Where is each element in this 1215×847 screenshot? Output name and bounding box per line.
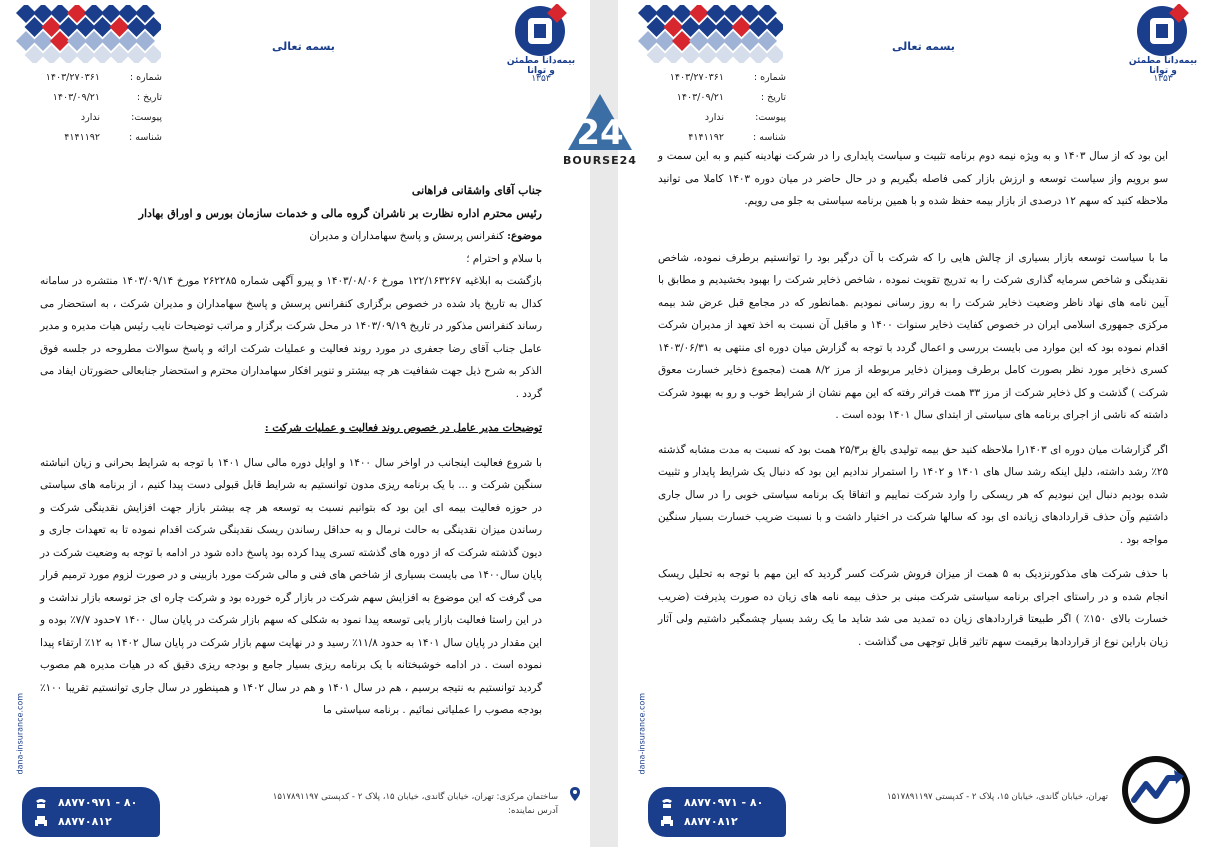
meta-row-date (12, 88, 162, 108)
dana-logo-icon (508, 4, 572, 58)
meta-label: شماره : (753, 72, 786, 83)
section-title: توضیحات مدیر عامل در خصوص روند فعالیت و عملیات شرکت : (264, 422, 542, 434)
location-pin-icon (570, 787, 580, 801)
letter-page-left (0, 0, 590, 847)
phone-box (22, 787, 160, 837)
logo-name: بیمه‌دانا مطمئن و توانا (506, 56, 576, 76)
meta-label: تاریخ : (760, 92, 786, 103)
letter-body-left (40, 180, 542, 722)
phone-number: ۸۸۷۷۰۹۷۱ - ۸۰ (58, 796, 138, 809)
corner-chart-logo-icon (1120, 754, 1192, 826)
footer-address (228, 790, 558, 818)
footer-address (848, 790, 1108, 804)
fax-number: ۸۸۷۷۰۸۱۲ (684, 815, 738, 828)
logo-year: ۱۳۵۳ (1153, 74, 1173, 84)
fax-icon (34, 816, 48, 828)
side-website-text: dana-insurance.com (637, 692, 647, 775)
side-website-text: dana-insurance.com (15, 692, 25, 775)
meta-value: ۱۴۰۳/۲۷۰۳۶۱ (669, 72, 724, 83)
fax-line (660, 812, 774, 831)
meta-label: شماره : (129, 72, 162, 83)
meta-value: ۱۴۰۳/۲۷۰۳۶۱ (45, 72, 100, 83)
meta-row-number (636, 68, 786, 88)
fax-line (34, 812, 148, 831)
company-logo (504, 4, 582, 94)
meta-value: ۴۱۴۱۱۹۲ (64, 132, 100, 143)
meta-label: شناسه : (753, 132, 786, 143)
paragraph-1: این بود که از سال ۱۴۰۳ و به ویژه نیمه دوم برنامه تثبیت و سیاست پایداری را در شرکت نهادینه کنیم و به این سمت و سو برویم واز سیاست توسعه و ارزش بازار کمی فاصله بگیریم و در حال حاضر در میان دوره ۱۴۰۳ کاملا می توانید ملاحظه کنید که سهم ۱۲ درصدی از بازار بیمه حفظ شده و با همین برنامه سیاستی به جلو می رویم. (658, 150, 1168, 207)
letter-page-right (618, 0, 1215, 847)
meta-label: پیوست: (755, 112, 786, 123)
basmala: بسمه تعالی (892, 40, 955, 53)
phone-line (660, 793, 774, 812)
phone-number: ۸۸۷۷۰۹۷۱ - ۸۰ (684, 796, 764, 809)
address-main: تهران، خیابان گاندی، خیابان ۱۵، پلاک ۲ - کدپستی ۱۵۱۷۸۹۱۱۹۷ (886, 792, 1108, 802)
meta-row-date (636, 88, 786, 108)
logo-year: ۱۳۵۳ (531, 74, 551, 84)
subject-label: موضوع: (507, 230, 542, 242)
bourse24-logo-icon (560, 92, 640, 152)
subject-line (40, 225, 542, 248)
greeting: با سلام و احترام ؛ (466, 252, 542, 265)
meta-row-attachment (636, 108, 786, 128)
company-logo (1126, 4, 1204, 94)
recipient-title: رئیس محترم اداره نظارت بر ناشران گروه مالی و خدمات سازمان بورس و اوراق بهادار (138, 206, 542, 220)
dana-logo-icon (1130, 4, 1194, 58)
recipient-name: جناب آقای واشقانی فراهانی (411, 184, 542, 197)
meta-value: ۱۴۰۳/۰۹/۲۱ (52, 92, 100, 103)
meta-value: ندارد (704, 112, 724, 123)
paragraph-3: اگر گزارشات میان دوره ای ۱۴۰۳را ملاحظه کنید حق بیمه تولیدی بالغ بر۲۵/۳ همت بود که نسبت به مدت مشابه گذشته ۲۵٪ رشد داشته، دلیل اینکه رشد سال های ۱۴۰۱ و ۱۴۰۲ را استمرار ندادیم این بود که دنبال یک شرایط پایدار و تثبیت شده بودیم دنبال این نبودیم که هر ریسکی را وارد شرکت نماییم و اتفاقا یک برنامه سیاستی خوبی را در سال جاری داشتیم وآن حذف قراردادهای زیانده ای بود که سالها شرکت در اختیار داشت و با نسبت ضریب خسارت بسیار سنگین مواجه بود . (658, 443, 1168, 546)
meta-label: شناسه : (129, 132, 162, 143)
phone-box (648, 787, 786, 837)
address-agent: آدرس نماینده: (508, 806, 558, 816)
bourse24-watermark (560, 92, 640, 172)
letter-meta (636, 68, 786, 148)
meta-value: ۴۱۴۱۱۹۲ (688, 132, 724, 143)
meta-row-attachment (12, 108, 162, 128)
logo-name: بیمه‌دانا مطمئن و توانا (1128, 56, 1198, 76)
side-website (632, 692, 647, 775)
phone-line (34, 793, 148, 812)
phone-icon (660, 797, 674, 809)
address-main: ساختمان مرکزی: تهران، خیابان گاندی، خیابان ۱۵، پلاک ۲ - کدپستی ۱۵۱۷۸۹۱۱۹۷ (272, 792, 558, 802)
intro-paragraph: بازگشت به ابلاغیه ۱۲۲/۱۶۳۲۶۷ مورخ ۱۴۰۳/۰۸/۰۶ و پیرو آگهی شماره ۲۶۲۲۸۵ مورخ ۱۴۰۳/۰۹/۱۴ منتشره در سامانه کدال به تاریخ یاد شده در خصوص برگزاری کنفرانس پرسش و پاسخ سهامداران و مدیران شرکت ، به استحضار می رساند کنفرانس مذکور در تاریخ ۱۴۰۳/۰۹/۱۹ در محل شرکت برگزار و مراتب توضیحات نایب رئیس هیات مدیره و مدیر عامل جناب آقای رضا جعفری در مورد روند فعالیت و عملیات شرکت ارائه و پاسخ سوالات مطروحه در جلسه فوق الذکر به شرح ذیل جهت شفافیت هر چه بیشتر و تنویر افکار سهامداران محترم و استحضار جنابعالی حضورتان ایفاد می گردد . (40, 275, 542, 400)
side-website (10, 692, 25, 775)
paragraph-2: ما با سیاست توسعه بازار بسیاری از چالش هایی را که شرکت با آن درگیر بود را توانستیم برطرف نموده، شاخص نقدینگی و شاخص سرمایه گذاری شرکت را به تدریج تقویت نموده ، شاخص ذخایر شرکت را بهبود بخشیدیم و مطابق با آیین نامه های نهاد ناظر وضعیت ذخایر شرکت را به روز رسانی نمودیم .همانطور که در مجامع قبل عرض شد بیمه مرکزی جمهوری اسلامی ایران در خصوص کفایت ذخایر سنوات ۱۴۰۰ و ماقبل آن نسبت به اخذ تعهد از مدیران شرکت اقدام نموده بود که این موارد می بایست بررسی و اعمال گردد با توجه به گزارش میان دوره ای منتهی به ۱۴۰۳/۰۶/۳۱ کسری ذخایر مورد نظر بصورت کامل برطرف ومیزان ذخایر مربوطه از مرز ۸/۲ همت (مجموع ذخایر خسارت معوق شرکت ) گذشت و کل ذخایر شرکت از مرز ۳۳ همت فراتر رفته که این مهم نشان از شرایط خوب و رو به بهبود شرکت داشته که ناشی از اجرای برنامه های سیاستی از ابتدای سال ۱۴۰۱ بوده است . (658, 251, 1168, 421)
meta-value: ۱۴۰۳/۰۹/۲۱ (676, 92, 724, 103)
svg-text:24: 24 (576, 113, 624, 152)
bourse24-label: BOURSE24 (563, 154, 637, 167)
body-paragraph: با شروع فعالیت اینجانب در اواخر سال ۱۴۰۰ و اوایل دوره مالی سال ۱۴۰۱ با توجه به شرایط بحرانی و زیان انباشته سنگین شرکت و ... با یک برنامه ریزی مدون توانستیم به شرایط قابل قبولی دست پیدا کنیم ، از برنامه های سیاستی در حوزه فعالیت بیمه ای این بود که بتوانیم نسبت به توسعه هر چه بیشتر بازار جهت افزایش نقدینگی شرکت و رساندن میزان نقدینگی به حالت نرمال و به حداقل رساندن ریسک نقدینگی شرکت اقدام نموده تا به تعهدات جاری و دیون گذشته شرکت که از دوره های گذشته تسری پیدا کرده بود پاسخ داده شود در ادامه با توجه به وضعیت شرکت در پایان سال۱۴۰۰ می بایست بسیاری از شاخص های فنی و مالی شرکت مورد بازبینی و در صورت لزوم مورد ترمیم قرار می گرفت که این موضوع به افزایش سهم شرکت در بازار گره خورده بود و شرکت چاره ای جز توسعه بازار نداشت و در این راستا فعالیت بازار یابی توسعه پیدا نمود به شکلی که سهم بازار شرکت در پایان سال ۱۴۰۰ ۷حدود ۷/۷٪ بوده و این مقدار در پایان سال ۱۴۰۱ به حدود ۱۱/۸٪ رسید و در نهایت سهم بازار شرکت در پایان سال ۱۴۰۲ به ۱۲٪ ارتقاء پیدا نموده است . در ادامه خوشبختانه با یک برنامه ریزی بسیار جامع و بودجه ریزی دقیق که در هیات مدیره هم مصوب گردید توانستیم به نتیجه برسیم ، هم در سال ۱۴۰۱ و هم در سال ۱۴۰۲ و همینطور در سال جاری توانستیم تقریبا ۱۰۰٪ بودجه مصوب را عملیاتی نمائیم . برنامه سیاستی ما (40, 456, 543, 716)
meta-label: پیوست: (131, 112, 162, 123)
meta-label: تاریخ : (136, 92, 162, 103)
letter-body-right (658, 145, 1168, 653)
phone-icon (34, 797, 48, 809)
paragraph-4: با حذف شرکت های مذکورنزدیک به ۵ همت از میزان فروش شرکت کسر گردید که این مهم با توجه به تحلیل ریسک انجام شده و در راستای اجرای برنامه سیاستی شرکت مبنی بر حذف بیمه نامه های زیان ده صورت پذیرفت (ضریب خسارت بالای ۱۵۰٪ ) اگر طبیعتا قراردادهای زیان ده تمدید می شد شاید ما یک رشد بسیار چشمگیر داشتیم ولی آثار زیان باراین نوع از قراردادها برقیمت سهم تاثیر قابل توجهی می گذاشت . (658, 568, 1168, 648)
diamond-pattern-icon (16, 5, 161, 63)
basmala: بسمه تعالی (272, 40, 335, 53)
fax-icon (660, 816, 674, 828)
meta-value: ندارد (80, 112, 100, 123)
fax-number: ۸۸۷۷۰۸۱۲ (58, 815, 112, 828)
diamond-pattern-icon (638, 5, 783, 63)
subject-text: کنفرانس پرسش و پاسخ سهامداران و مدیران (309, 230, 504, 242)
letter-meta (12, 68, 162, 148)
meta-row-id (12, 128, 162, 148)
meta-row-number (12, 68, 162, 88)
